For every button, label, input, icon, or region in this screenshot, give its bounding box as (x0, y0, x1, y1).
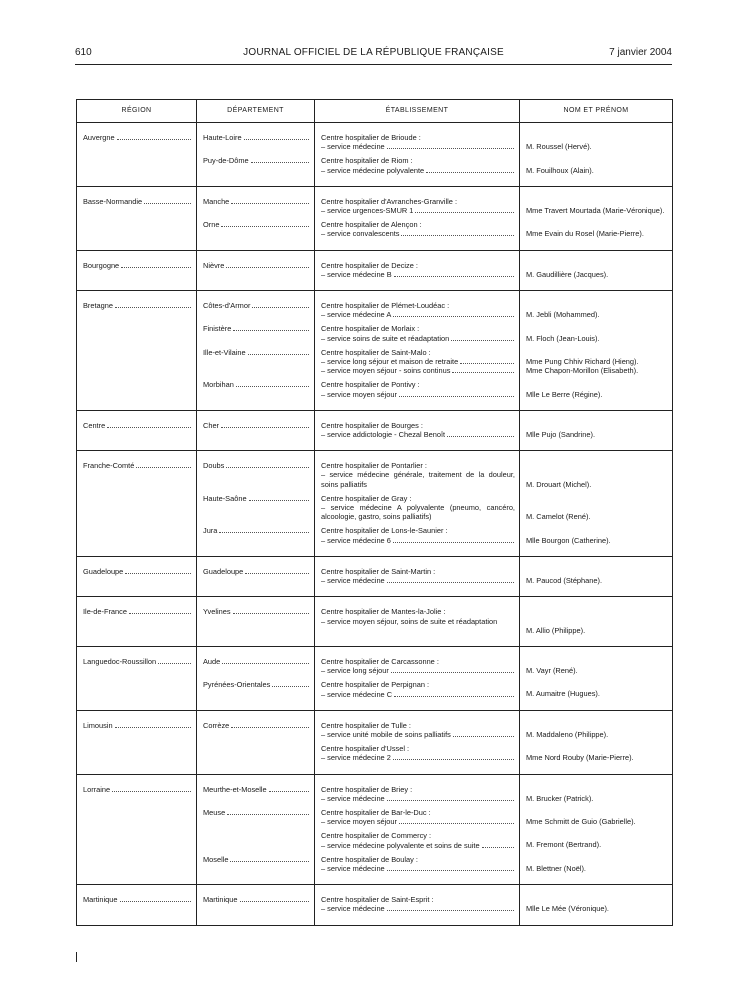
department-cell (197, 123, 315, 187)
name-cell (520, 774, 673, 885)
establishment-entry (321, 494, 515, 522)
table-row (77, 410, 673, 450)
table-row (77, 451, 673, 557)
establishment-name: Centre hospitalier de Decize : (321, 260, 418, 270)
region-cell (77, 410, 197, 450)
establishment-name: Centre hospitalier de Perpignan : (321, 680, 430, 690)
establishment-name: Centre hospitalier de Briey : (321, 784, 413, 794)
region-name: Centre (83, 420, 106, 430)
region-name: Lorraine (83, 784, 111, 794)
establishment-cell (315, 186, 520, 250)
person-name: Mlle Le Mée (Véronique). (526, 904, 609, 914)
person-name: Mme Schmitt de Guio (Gabrielle). (526, 817, 636, 827)
service-line: – service médecine A (321, 310, 392, 320)
establishment-entry (321, 220, 515, 238)
region-name: Languedoc-Roussillon (83, 656, 157, 666)
establishment-entry (321, 721, 515, 739)
page-header (75, 47, 672, 61)
department-name: Nièvre (203, 260, 225, 270)
establishment-name: Centre hospitalier de Boulay : (321, 854, 418, 864)
region-cell (77, 250, 197, 290)
table-row (77, 774, 673, 885)
establishment-cell (315, 250, 520, 290)
department-cell (197, 710, 315, 774)
person-name: Mlle Le Berre (Régine). (526, 389, 603, 399)
person-name: M. Drouart (Michel). (526, 479, 592, 489)
department-name: Côtes-d'Armor (203, 301, 251, 311)
table-row (77, 597, 673, 647)
establishment-cell (315, 774, 520, 885)
person-name: M. Roussel (Hervé). (526, 142, 592, 152)
name-cell (520, 646, 673, 710)
region-name: Franche-Comté (83, 461, 135, 471)
person-name: M. Fouilhoux (Alain). (526, 165, 594, 175)
department-name: Morbihan (203, 380, 234, 390)
service-line: – service long séjour (321, 666, 389, 676)
department-cell (197, 597, 315, 647)
region-cell (77, 885, 197, 925)
department-name: Aude (203, 656, 221, 666)
establishment-name: Centre hospitalier de Carcassonne : (321, 656, 439, 666)
region-cell (77, 123, 197, 187)
name-cell (520, 451, 673, 557)
establishment-entry (321, 680, 515, 698)
establishment-cell (315, 556, 520, 596)
service-line: – service soins de suite et réadaptation (321, 333, 450, 343)
establishment-name: Centre hospitalier de Commercy : (321, 831, 432, 841)
name-cell (520, 885, 673, 925)
establishment-entry (321, 855, 515, 873)
establishment-entry (321, 607, 515, 625)
department-name: Yvelines (203, 607, 231, 617)
department-name: Cher (203, 420, 220, 430)
table-row (77, 250, 673, 290)
department-cell (197, 646, 315, 710)
establishment-name: Centre hospitalier de Gray : (321, 493, 412, 503)
department-cell (197, 410, 315, 450)
establishment-cell (315, 410, 520, 450)
establishment-name: Centre hospitalier de Tulle : (321, 720, 411, 730)
person-name: M. Aumaitre (Hugues). (526, 689, 600, 699)
service-line: – service long séjour et maison de retraite (321, 357, 459, 367)
service-line: – service médecine (321, 142, 385, 152)
region-cell (77, 710, 197, 774)
name-cell (520, 123, 673, 187)
establishment-name: Centre hospitalier de Plémet-Loudéac : (321, 301, 450, 311)
person-name: M. Maddaleno (Philippe). (526, 729, 609, 739)
establishment-name: Centre hospitalier d'Ussel : (321, 744, 410, 754)
region-name: Basse-Normandie (83, 196, 143, 206)
department-name: Pyrénées-Orientales (203, 680, 271, 690)
region-cell (77, 597, 197, 647)
service-line: – service unité mobile de soins palliatifs (321, 729, 451, 739)
department-name: Haute-Loire (203, 133, 242, 142)
column-header-name: NOM ET PRÉNOM (520, 100, 673, 123)
person-name: M. Gaudillière (Jacques). (526, 269, 609, 279)
department-name: Orne (203, 220, 220, 230)
region-name: Bourgogne (83, 260, 120, 270)
region-cell (77, 451, 197, 557)
person-name: M. Floch (Jean-Louis). (526, 333, 600, 343)
person-name: M. Paucod (Stéphane). (526, 576, 603, 586)
department-name: Meurthe-et-Moselle (203, 784, 267, 794)
service-line: – service moyen séjour - soins continus (321, 366, 451, 376)
table-row (77, 710, 673, 774)
person-name: Mme Travert Mourtada (Marie-Véronique). (526, 206, 665, 215)
establishment-entry (321, 657, 515, 675)
establishment-name: Centre hospitalier de Mantes-la-Jolie : (321, 607, 446, 617)
name-cell (520, 710, 673, 774)
department-cell (197, 774, 315, 885)
person-name: M. Vayr (René). (526, 666, 578, 676)
region-name: Martinique (83, 895, 118, 905)
department-name: Martinique (203, 895, 238, 905)
department-name: Doubs (203, 461, 225, 471)
establishment-name: Centre hospitalier de Pontivy : (321, 380, 420, 390)
establishment-cell (315, 291, 520, 411)
establishment-name: Centre hospitalier de Saint-Malo : (321, 347, 431, 357)
appointments-table (76, 99, 673, 926)
establishment-cell (315, 597, 520, 647)
person-name: Mme Nord Rouby (Marie-Pierre). (526, 753, 634, 763)
service-line: – service addictologie - Chezal Benoît (321, 430, 446, 440)
department-cell (197, 250, 315, 290)
person-name: Mlle Bourgon (Catherine). (526, 535, 611, 545)
table-row (77, 646, 673, 710)
establishment-entry (321, 133, 515, 151)
region-cell (77, 186, 197, 250)
establishment-entry (321, 324, 515, 342)
department-cell (197, 291, 315, 411)
department-name: Corrèze (203, 720, 230, 730)
department-name: Puy-de-Dôme (203, 156, 249, 166)
establishment-cell (315, 123, 520, 187)
person-name: M. Blettner (Noël). (526, 863, 586, 873)
establishment-entry (321, 348, 515, 376)
establishment-entry (321, 785, 515, 803)
department-name: Jura (203, 526, 218, 536)
person-name: M. Fremont (Bertrand). (526, 840, 602, 850)
table-row (77, 556, 673, 596)
service-line: – service moyen séjour (321, 817, 397, 827)
establishment-name: Centre hospitalier d'Avranches-Granville : (321, 196, 458, 206)
establishment-entry (321, 744, 515, 762)
establishment-entry (321, 461, 515, 489)
service-line: – service médecine (321, 904, 385, 914)
service-line: – service médecine générale, traitement de la douleur, soins palliatifs (321, 470, 515, 489)
establishment-entry (321, 808, 515, 826)
person-name: Mme Chapon-Morillon (Elisabeth). (526, 366, 639, 376)
department-name: Meuse (203, 807, 226, 817)
establishment-entry (321, 421, 515, 439)
establishment-entry (321, 895, 515, 913)
service-line: – service médecine (321, 863, 385, 873)
name-cell (520, 250, 673, 290)
department-cell (197, 451, 315, 557)
establishment-name: Centre hospitalier de Riom : (321, 156, 413, 166)
region-name: Bretagne (83, 301, 113, 311)
establishment-name: Centre hospitalier de Saint-Esprit : (321, 895, 434, 905)
journal-title: JOURNAL OFFICIEL DE LA RÉPUBLIQUE FRANÇAISE (243, 47, 504, 58)
establishment-entry (321, 526, 515, 544)
service-line: – service convalescents (321, 229, 400, 239)
name-cell (520, 291, 673, 411)
column-header-establishment: ÉTABLISSEMENT (315, 100, 520, 123)
region-name: Ile-de-France (83, 607, 127, 617)
department-cell (197, 556, 315, 596)
person-name: Mme Pung Chhiv Richard (Hieng). (526, 357, 639, 366)
establishment-name: Centre hospitalier de Morlaix : (321, 324, 420, 334)
name-cell (520, 410, 673, 450)
establishment-name: Centre hospitalier de Bourges : (321, 420, 423, 430)
service-line: – service médecine (321, 793, 385, 803)
establishment-name: Centre hospitalier de Alençon : (321, 220, 422, 230)
establishment-cell (315, 710, 520, 774)
table-row (77, 291, 673, 411)
establishment-entry (321, 197, 515, 215)
person-name: M. Camelot (René). (526, 512, 591, 522)
service-line: – service médecine 2 (321, 753, 391, 763)
table-continuation (76, 952, 673, 962)
establishment-entry (321, 301, 515, 319)
establishment-entry (321, 380, 515, 398)
region-name: Limousin (83, 720, 113, 730)
department-name: Moselle (203, 854, 229, 864)
department-name: Manche (203, 196, 230, 206)
service-line: – service médecine polyvalente (321, 165, 425, 175)
region-cell (77, 556, 197, 596)
service-line: – service médecine B (321, 269, 392, 279)
service-line: – service moyen séjour, soins de suite et réadaptation (321, 616, 498, 626)
table-row (77, 186, 673, 250)
person-name: Mme Evain du Rosel (Marie-Pierre). (526, 229, 644, 239)
table-row (77, 123, 673, 187)
person-name: M. Allio (Philippe). (526, 625, 586, 635)
person-name: M. Jebli (Mohammed). (526, 310, 600, 320)
service-line: – service médecine C (321, 689, 393, 699)
page-number: 610 (75, 47, 92, 58)
region-cell (77, 774, 197, 885)
region-name: Auvergne (83, 133, 115, 142)
service-line: – service moyen séjour (321, 389, 397, 399)
establishment-cell (315, 885, 520, 925)
issue-date: 7 janvier 2004 (609, 47, 672, 58)
header-rule (75, 64, 672, 65)
establishment-entry (321, 567, 515, 585)
service-line: – service médecine 6 (321, 535, 391, 545)
department-cell (197, 186, 315, 250)
establishment-name: Centre hospitalier de Saint-Martin : (321, 566, 436, 576)
department-name: Finistère (203, 324, 232, 334)
table-body (77, 123, 673, 926)
service-line: – service médecine A polyvalente (pneumo, cancéro, alcoologie, gastro, soins palliatifs) (321, 503, 515, 522)
name-cell (520, 597, 673, 647)
establishment-name: Centre hospitalier de Brioude : (321, 133, 421, 142)
table-row (77, 885, 673, 925)
establishment-entry (321, 831, 515, 849)
establishment-name: Centre hospitalier de Pontarlier : (321, 461, 427, 471)
department-name: Haute-Saône (203, 493, 247, 503)
region-cell (77, 291, 197, 411)
column-header-department: DÉPARTEMENT (197, 100, 315, 123)
service-line: – service médecine (321, 576, 385, 586)
region-cell (77, 646, 197, 710)
establishment-name: Centre hospitalier de Bar-le-Duc : (321, 807, 431, 817)
department-cell (197, 885, 315, 925)
department-name: Ille-et-Vilaine (203, 347, 246, 357)
person-name: M. Brucker (Patrick). (526, 793, 594, 803)
name-cell (520, 556, 673, 596)
establishment-entry (321, 261, 515, 279)
person-name: Mlle Pujo (Sandrine). (526, 430, 596, 440)
establishment-cell (315, 451, 520, 557)
establishment-entry (321, 156, 515, 174)
region-name: Guadeloupe (83, 566, 124, 576)
table-header-row (77, 100, 673, 123)
department-name: Guadeloupe (203, 566, 244, 576)
service-line: – service urgences-SMUR 1 (321, 206, 414, 216)
service-line: – service médecine polyvalente et soins de suite (321, 840, 480, 850)
establishment-cell (315, 646, 520, 710)
column-header-region: RÉGION (77, 100, 197, 123)
establishment-name: Centre hospitalier de Lons-le-Saunier : (321, 526, 448, 536)
name-cell (520, 186, 673, 250)
